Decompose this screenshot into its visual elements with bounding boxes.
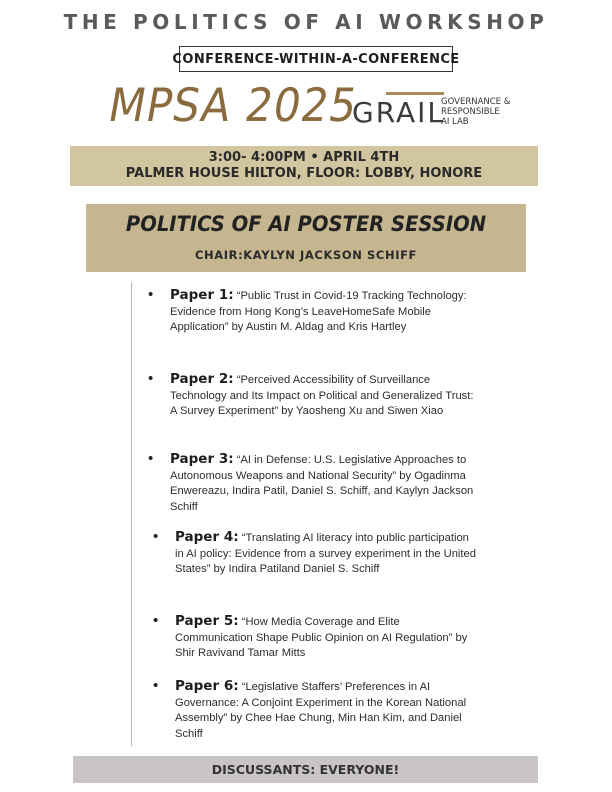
paper-description: “How Media Coverage and Elite Communication Shape Public Opinion on AI Regulation” by Shir Ravivand Tamar Mitts bbox=[175, 616, 468, 659]
bullet-icon: • bbox=[153, 677, 159, 694]
paper-item-1 bbox=[148, 286, 475, 336]
bullet-icon: • bbox=[153, 528, 159, 545]
grail-tagline-line-1: GOVERNANCE & bbox=[441, 97, 511, 107]
grail-logo-accent-bar bbox=[386, 92, 444, 95]
paper-item-5 bbox=[153, 612, 480, 662]
paper-description: “Translating AI literacy into public participation in AI policy: Evidence from a survey experiment in the United States” by Indira Patiland Daniel S. Schiff bbox=[175, 532, 476, 575]
paper-label: Paper 2: bbox=[170, 371, 234, 387]
time-date: 3:00- 4:00PM • APRIL 4TH bbox=[208, 150, 400, 165]
bullet-icon: • bbox=[148, 370, 154, 387]
paper-description: “Legislative Staffers’ Preferences in AI Governance: A Conjoint Experiment in the Korean National Assembly” by Chee Hae Chung, Min Han Kim, and Daniel Schiff bbox=[175, 681, 467, 740]
grail-logo: GRAIL bbox=[352, 96, 446, 129]
workshop-title: THE POLITICS OF AI WORKSHOP bbox=[63, 10, 549, 34]
paper-label: Paper 5: bbox=[175, 613, 239, 629]
grail-tagline-line-2: RESPONSIBLE bbox=[441, 107, 500, 117]
divider-line bbox=[131, 282, 132, 746]
bullet-icon: • bbox=[148, 450, 154, 467]
paper-label: Paper 3: bbox=[170, 451, 234, 467]
paper-description: “AI in Defense: U.S. Legislative Approaches to Autonomous Weapons and National Security” by Ogadinma Enwereazu, Indira Patil, Daniel S. Schiff, and Kaylyn Jackson Schiff bbox=[170, 454, 474, 513]
paper-item-3 bbox=[148, 450, 475, 515]
bullet-icon: • bbox=[148, 286, 154, 303]
paper-label: Paper 6: bbox=[175, 678, 239, 694]
paper-description: “Public Trust in Covid-19 Tracking Technology: Evidence from Hong Kong’s LeaveHomeSafe Mobile Application” by Austin M. Aldag and Kris Hartley bbox=[170, 290, 467, 333]
paper-item-2 bbox=[148, 370, 475, 420]
paper-label: Paper 1: bbox=[170, 287, 234, 303]
grail-tagline-line-3: AI LAB bbox=[441, 117, 469, 127]
paper-item-4 bbox=[153, 528, 480, 578]
session-chair: CHAIR:KAYLYN JACKSON SCHIFF bbox=[195, 248, 417, 262]
paper-item-6 bbox=[153, 677, 480, 742]
session-title: POLITICS OF AI POSTER SESSION bbox=[125, 212, 487, 236]
paper-description: “Perceived Accessibility of Surveillance Technology and Its Impact on Political and Generalized Trust: A Survey Experiment” by Yaosheng Xu and Siwen Xiao bbox=[170, 374, 474, 417]
event-title: MPSA 2025 bbox=[104, 78, 363, 132]
bullet-icon: • bbox=[153, 612, 159, 629]
conference-within-conference-box: CONFERENCE-WITHIN-A-CONFERENCE bbox=[179, 46, 453, 72]
grail-logo-tagline bbox=[441, 97, 510, 127]
time-location-band bbox=[70, 146, 538, 186]
discussants-band: DISCUSSANTS: EVERYONE! bbox=[73, 756, 538, 783]
paper-label: Paper 4: bbox=[175, 529, 239, 545]
location: PALMER HOUSE HILTON, FLOOR: LOBBY, HONORE bbox=[125, 166, 483, 181]
